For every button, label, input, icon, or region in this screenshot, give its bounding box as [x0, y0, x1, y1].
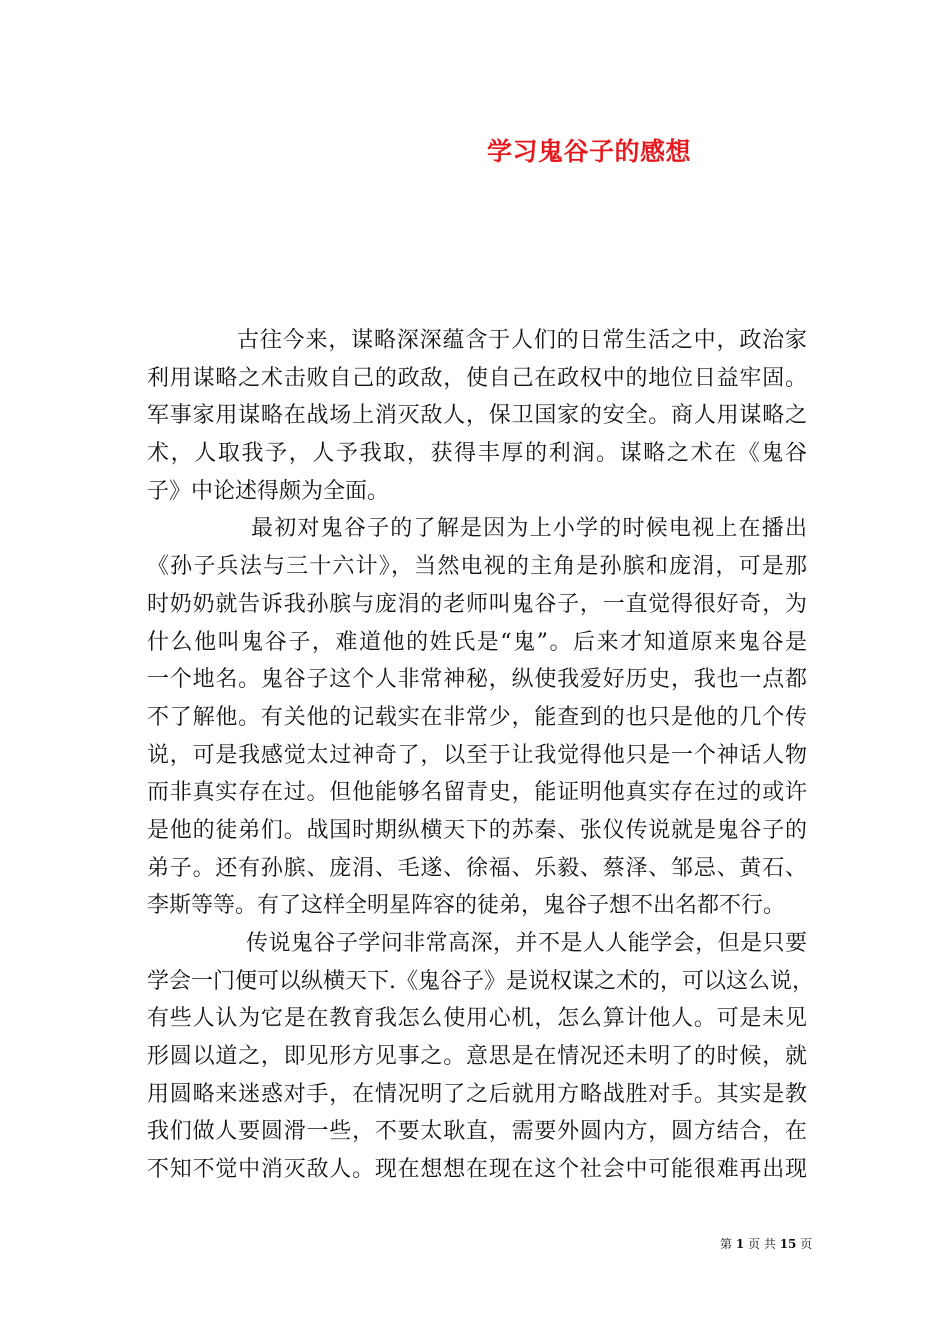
paragraph-2-line: 什么他叫鬼谷子，难道他的姓氏是“鬼”。后来才知道原来鬼谷是 [147, 629, 807, 655]
paragraph-1-line: 军事家用谋略在战场上消灭敌人，保卫国家的安全。商人用谋略之 [147, 403, 807, 429]
paragraph-2-line: 《孙子兵法与三十六计》，当然电视的主角是孙膑和庞涓，可是那 [147, 554, 807, 580]
paragraph-3-line: 形圆以道之，即见形方见事之。意思是在情况还未明了的时候，就 [147, 1044, 807, 1070]
paragraph-2-line: 弟子。还有孙膑、庞涓、毛遂、徐福、乐毅、蔡泽、邹忌、黄石、 [147, 855, 807, 881]
paragraph-3-line: 不知不觉中消灭敌人。现在想想在现在这个社会中可能很难再出现 [147, 1157, 807, 1183]
footer-page-number: 1 [735, 1237, 745, 1251]
document-title: 学习鬼谷子的感想 [487, 137, 692, 166]
paragraph-3-line: 我们做人要圆滑一些，不要太耿直，需要外圆内方，圆方结合，在 [147, 1119, 807, 1145]
paragraph-2-line: 而非真实存在过。但他能够名留青史，能证明他真实存在过的或许 [147, 780, 807, 806]
paragraph-2-line: 不了解他。有关他的记载实在非常少，能查到的也只是他的几个传 [147, 704, 807, 730]
footer-middle: 页 共 [748, 1237, 776, 1251]
page-footer [720, 1235, 812, 1252]
footer-prefix: 第 [720, 1237, 733, 1251]
paragraph-3-line: 学会一门便可以纵横天下.《鬼谷子》是说权谋之术的，可以这么说， [147, 968, 814, 994]
paragraph-2-line: 最初对鬼谷子的了解是因为上小学的时候电视上在播出 [251, 516, 807, 542]
paragraph-3-line: 用圆略来迷惑对手，在情况明了之后就用方略战胜对手。其实是教 [147, 1081, 807, 1107]
paragraph-2-line: 说，可是我感觉太过神奇了，以至于让我觉得他只是一个神话人物 [147, 742, 807, 768]
paragraph-1-line: 利用谋略之术击败自己的政敌，使自己在政权中的地位日益牢固。 [147, 365, 807, 391]
footer-total-pages: 15 [779, 1237, 797, 1251]
paragraph-1-line: 子》中论述得颇为全面。 [147, 478, 390, 504]
paragraph-2-line: 李斯等等。有了这样全明星阵容的徒弟，鬼谷子想不出名都不行。 [147, 893, 786, 919]
paragraph-2-line: 是他的徒弟们。战国时期纵横天下的苏秦、张仪传说就是鬼谷子的 [147, 817, 807, 843]
paragraph-1-line: 古往今来，谋略深深蕴含于人们的日常生活之中，政治家 [237, 328, 807, 353]
document-body [147, 322, 814, 1189]
paragraph-3-line: 传说鬼谷子学问非常高深，并不是人人能学会，但是只要 [246, 931, 807, 956]
paragraph-1-line: 术，人取我予，人予我取，获得丰厚的利润。谋略之术在《鬼谷 [147, 441, 807, 467]
paragraph-3-line: 有些人认为它是在教育我怎么使用心机，怎么算计他人。可是未见 [147, 1006, 807, 1032]
paragraph-2-line: 时奶奶就告诉我孙膑与庞涓的老师叫鬼谷子，一直觉得很好奇，为 [147, 591, 807, 617]
paragraph-2-line: 一个地名。鬼谷子这个人非常神秘，纵使我爱好历史，我也一点都 [147, 667, 807, 693]
footer-suffix: 页 [800, 1237, 813, 1251]
